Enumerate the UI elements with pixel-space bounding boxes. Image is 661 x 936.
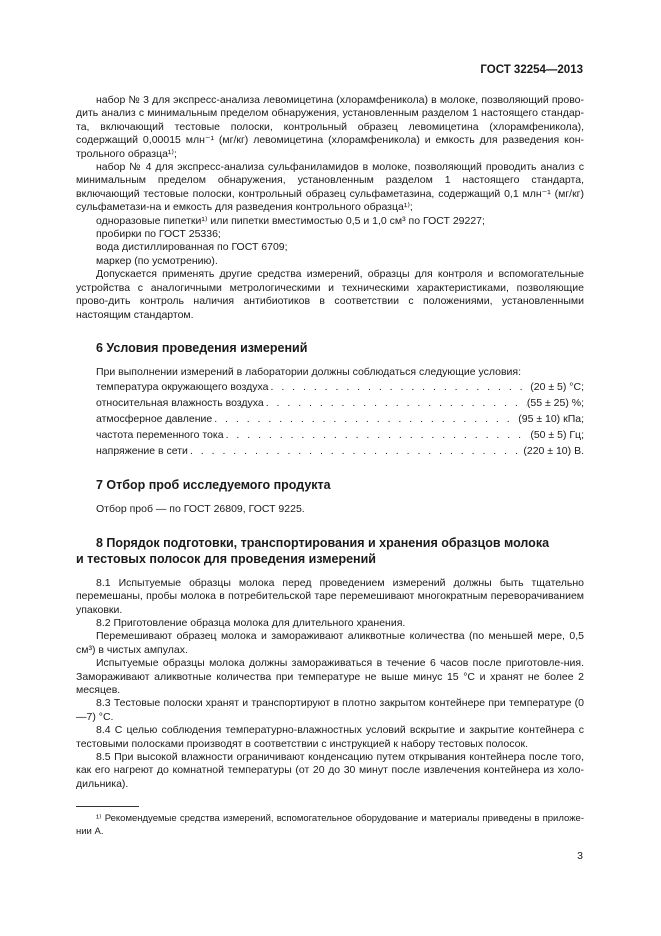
allowance-paragraph: Допускается применять другие средства измерений, образцы для контроля и вспомогательные устройства с аналогичными метрологическими и техническими характеристиками, позволяющие прово-дить контроль наличия антибиотиков в соответствии с положениями, установленными настоящим стандартом.: [76, 268, 584, 321]
equipment-item: вода дистиллированная по ГОСТ 6709;: [96, 241, 288, 254]
page-number: 3: [577, 850, 583, 862]
section-8-paragraph: Испытуемые образцы молока должны замораживаться в течение 6 часов после приготовле-ния. Замораживают аликвотные количества при температуре не выше минус 15 °С и хранят не более 2 месяцев.: [76, 657, 584, 696]
leader-dots: [224, 427, 531, 443]
leader-dots: [268, 379, 530, 395]
condition-value: (220 ± 10) В.: [523, 445, 584, 458]
leader-dots: [212, 411, 518, 427]
condition-label: атмосферное давление: [96, 413, 213, 426]
document-number: ГОСТ 32254—2013: [480, 64, 583, 76]
leader-dots: [188, 443, 523, 459]
condition-row: [96, 443, 584, 459]
condition-value: (50 ± 5) Гц;: [530, 429, 584, 442]
equipment-item: маркер (по усмотрению).: [96, 254, 218, 267]
condition-value: (20 ± 5) °С;: [530, 381, 584, 394]
section-8-heading-line1: 8 Порядок подготовки, транспортирования и хранения образцов молока: [96, 535, 550, 550]
page-content: [76, 94, 584, 791]
section-7-heading: 7 Отбор проб исследуемого продукта: [96, 478, 331, 493]
section-8-paragraph: 8.1 Испытуемые образцы молока перед проведением измерений должны быть тщательно перемешаны, пробы молока в потребительской таре перемешивают многократным переворачиванием упаковки.: [76, 576, 584, 616]
condition-row: [96, 411, 584, 427]
section-8-heading-line2: и тестовых полосок для проведения измерений: [76, 551, 376, 566]
section-6-intro: При выполнении измерений в лаборатории должны соблюдаться следующие условия:: [96, 365, 521, 378]
condition-label: частота переменного тока: [96, 429, 224, 442]
equipment-item: набор № 4 для экспресс-анализа сульфаниламидов в молоке, позволяющий проводить анализ с минимальным пределом обнаружения, установленным разделом 1 настоящего стандарта, включающий тестовые полоски, контрольный образец сульфаметазина, содержащий 0,1 млн⁻¹ (мг/кг) сульфаметази-на и емкость для разведения контрольного образца¹⁾;: [76, 161, 584, 214]
footnote: ¹⁾ Рекомендуемые средства измерений, вспомогательное оборудование и материалы приведены в приложе-нии А.: [76, 813, 584, 837]
equipment-item: пробирки по ГОСТ 25336;: [96, 228, 221, 241]
section-8-paragraph: 8.5 При высокой влажности ограничивают конденсацию путем открывания контейнера после того, как его нагреют до комнатной температуры (от 20 до 30 минут после извлечения контейнера из холо-дильника).: [76, 751, 584, 790]
section-8-paragraph: Перемешивают образец молока и замораживают аликвотные количества (по меньшей мере, 0,5 см³) в чистых ампулах.: [76, 630, 584, 656]
condition-row: [96, 395, 584, 411]
condition-label: температура окружающего воздуха: [96, 381, 269, 394]
condition-row: [96, 379, 584, 395]
equipment-item: одноразовые пипетки¹⁾ или пипетки вместимостью 0,5 и 1,0 см³ по ГОСТ 29227;: [96, 214, 485, 227]
section-7-text: Отбор проб — по ГОСТ 26809, ГОСТ 9225.: [96, 503, 305, 516]
condition-value: (55 ± 25) %;: [526, 397, 584, 410]
section-8-paragraph: 8.4 С целью соблюдения температурно-влажностных условий вскрытие и закрытие контейнера с тестовыми полосками производят в соответствии с инструкцией к набору тестовых полосок.: [76, 724, 584, 750]
condition-value: (95 ± 10) кПа;: [518, 413, 584, 426]
section-8-heading: [76, 535, 584, 567]
footnote-divider: [76, 806, 139, 807]
equipment-item: набор № 3 для экспресс-анализа левомицетина (хлорамфеникола) в молоке, позволяющий прово-дить анализ с минимальным пределом обнаружения, установленным разделом 1 настоящего стандар-та, включающий тестовые полоски, контрольный образец левомицетина (хлорамфеникола), содержащий 0,00015 млн⁻¹ (мг/кг) левомицетина (хлорамфеникола) и емкость для разведения кон-трольного образца¹⁾;: [76, 94, 584, 160]
condition-label: относительная влажность воздуха: [96, 397, 264, 410]
conditions-list: [76, 379, 584, 459]
condition-label: напряжение в сети: [96, 445, 188, 458]
section-6-heading: 6 Условия проведения измерений: [96, 340, 308, 355]
condition-row: [96, 427, 584, 443]
section-8-paragraph: 8.3 Тестовые полоски хранят и транспортируют в плотно закрытом контейнере при температуре (0—7) °С.: [76, 697, 584, 723]
section-8-paragraph: 8.2 Приготовление образца молока для длительного хранения.: [96, 616, 406, 629]
leader-dots: [264, 395, 527, 411]
